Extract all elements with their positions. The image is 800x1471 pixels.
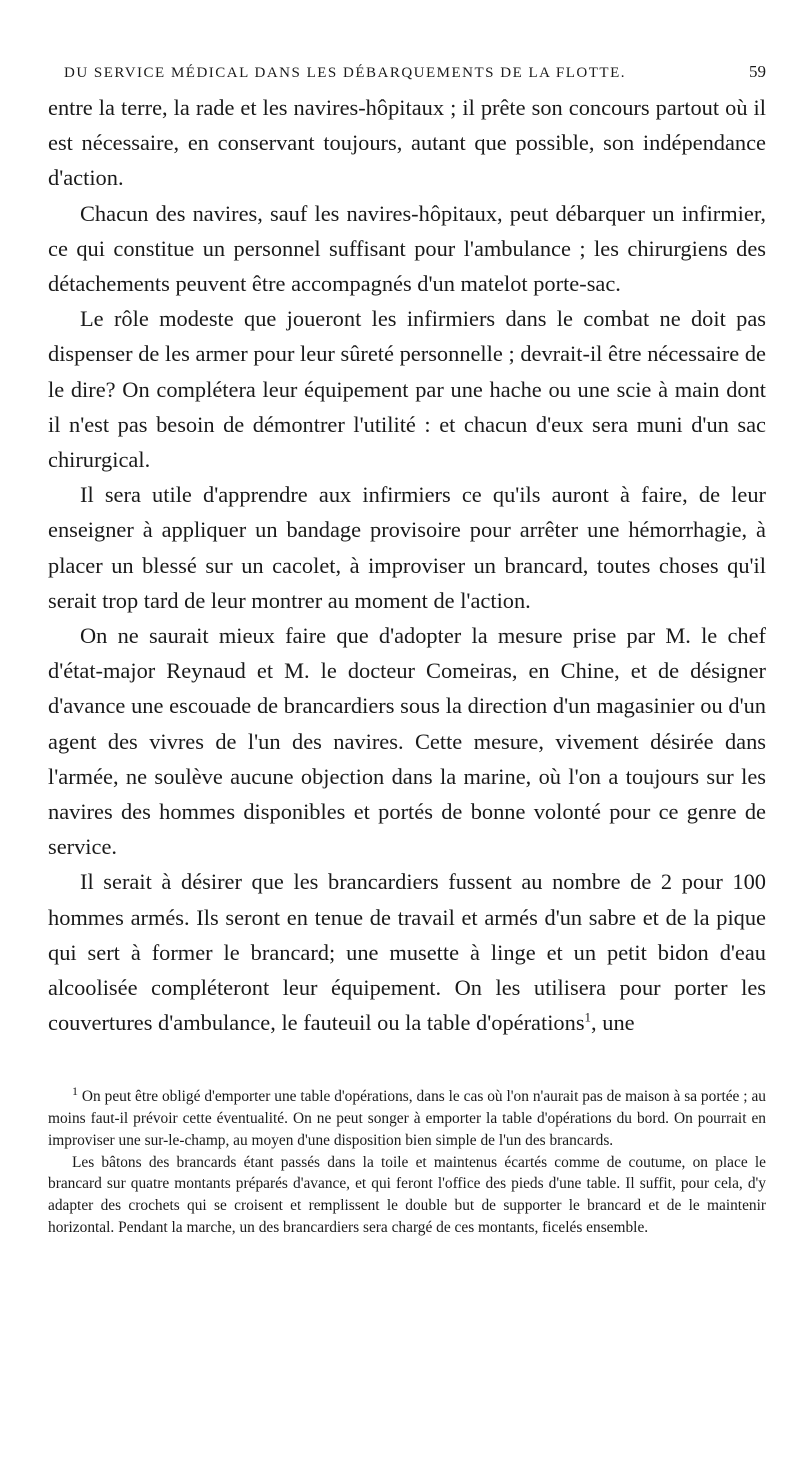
footnote-1-text: On peut être obligé d'emporter une table d'opérations, dans le cas où l'on n'aurait pas de maison à sa portée ; au moins faut-il prévoir cette éventualité. On ne peut songer à emporter la table d'opérations du bord. On pourrait en improviser une sur-le-champ, au moyen d'une disposition bien simple de l'un des brancards. — [48, 1088, 766, 1149]
paragraph-4: Il sera utile d'apprendre aux infirmiers ce qu'ils auront à faire, de leur enseigner à appliquer un bandage provisoire pour arrêter une hémorrhagie, à placer un blessé sur un cacolet, à improviser un brancard, toutes choses qu'il serait trop tard de leur montrer au moment de l'action. — [48, 482, 766, 613]
paragraph-3: Le rôle modeste que joueront les infirmiers dans le combat ne doit pas dispenser de les armer pour leur sûreté personnelle ; devrait-il être nécessaire de le dire? On complétera leur équipement par une hache ou une scie à main dont il n'est pas besoin de démontrer l'utilité : et chacun d'eux sera muni d'un sac chirurgical. — [48, 306, 766, 473]
running-head — [64, 62, 766, 82]
page-number: 59 — [749, 62, 766, 81]
paragraph-6-text: Il serait à désirer que les brancardiers fussent au nombre de 2 pour 100 hommes armés. Ils seront en tenue de travail et armés d'un sabre et de la pique qui sert à former le brancard; une musette à linge et un petit bidon d'eau alcoolisée compléteront leur équipement. On les utilisera pour porter les couvertures d'ambulance, le fauteuil ou la table d'opérations — [48, 869, 766, 1036]
paragraph-2: Chacun des navires, sauf les navires-hôpitaux, peut débarquer un infirmier, ce qui constitue un personnel suffisant pour l'ambulance ; les chirurgiens des détachements peuvent être accompagnés d'un matelot porte-sac. — [48, 200, 766, 297]
footnote-1-continued: Les bâtons des brancards étant passés dans la toile et maintenus écartés comme de coutume, on place le brancard sur quatre montants préparés d'avance, et qui feront l'office des pieds d'une table. Il suffit, pour cela, d'y adapter des crochets qui se croisent et remplissent le double but de supporter le brancard et de le maintenir horizontal. Pendant la marche, un des brancardiers sera chargé de ces montants, ficelés ensemble. — [48, 1153, 766, 1236]
paragraph-6 — [48, 864, 766, 1040]
footnotes — [48, 1086, 766, 1238]
paragraph-1: entre la terre, la rade et les navires-hôpitaux ; il prête son concours partout où il est nécessaire, en conservant toujours, autant que possible, son indépendance d'action. — [48, 95, 766, 191]
footnote-1 — [48, 1086, 766, 1151]
footnote-reference: 1 — [584, 1009, 592, 1025]
paragraph-5: On ne saurait mieux faire que d'adopter la mesure prise par M. le chef d'état-major Reynaud et M. le docteur Comeiras, en Chine, et de désigner d'avance une escouade de brancardiers sous la direction d'un magasinier ou d'un agent des vivres de l'un des navires. Cette mesure, vivement désirée dans l'armée, ne soulève aucune objection dans la marine, où l'on a toujours sur les navires des hommes disponibles et portés de bonne volonté pour ce genre de service. — [48, 623, 766, 860]
book-page — [48, 62, 766, 1238]
footnote-marker: 1 — [72, 1084, 78, 1099]
body-text — [48, 90, 766, 1040]
paragraph-6-end: , une — [591, 1010, 635, 1036]
running-head-title: DU SERVICE MÉDICAL DANS LES DÉBARQUEMENTS DE LA FLOTTE. — [64, 65, 626, 81]
